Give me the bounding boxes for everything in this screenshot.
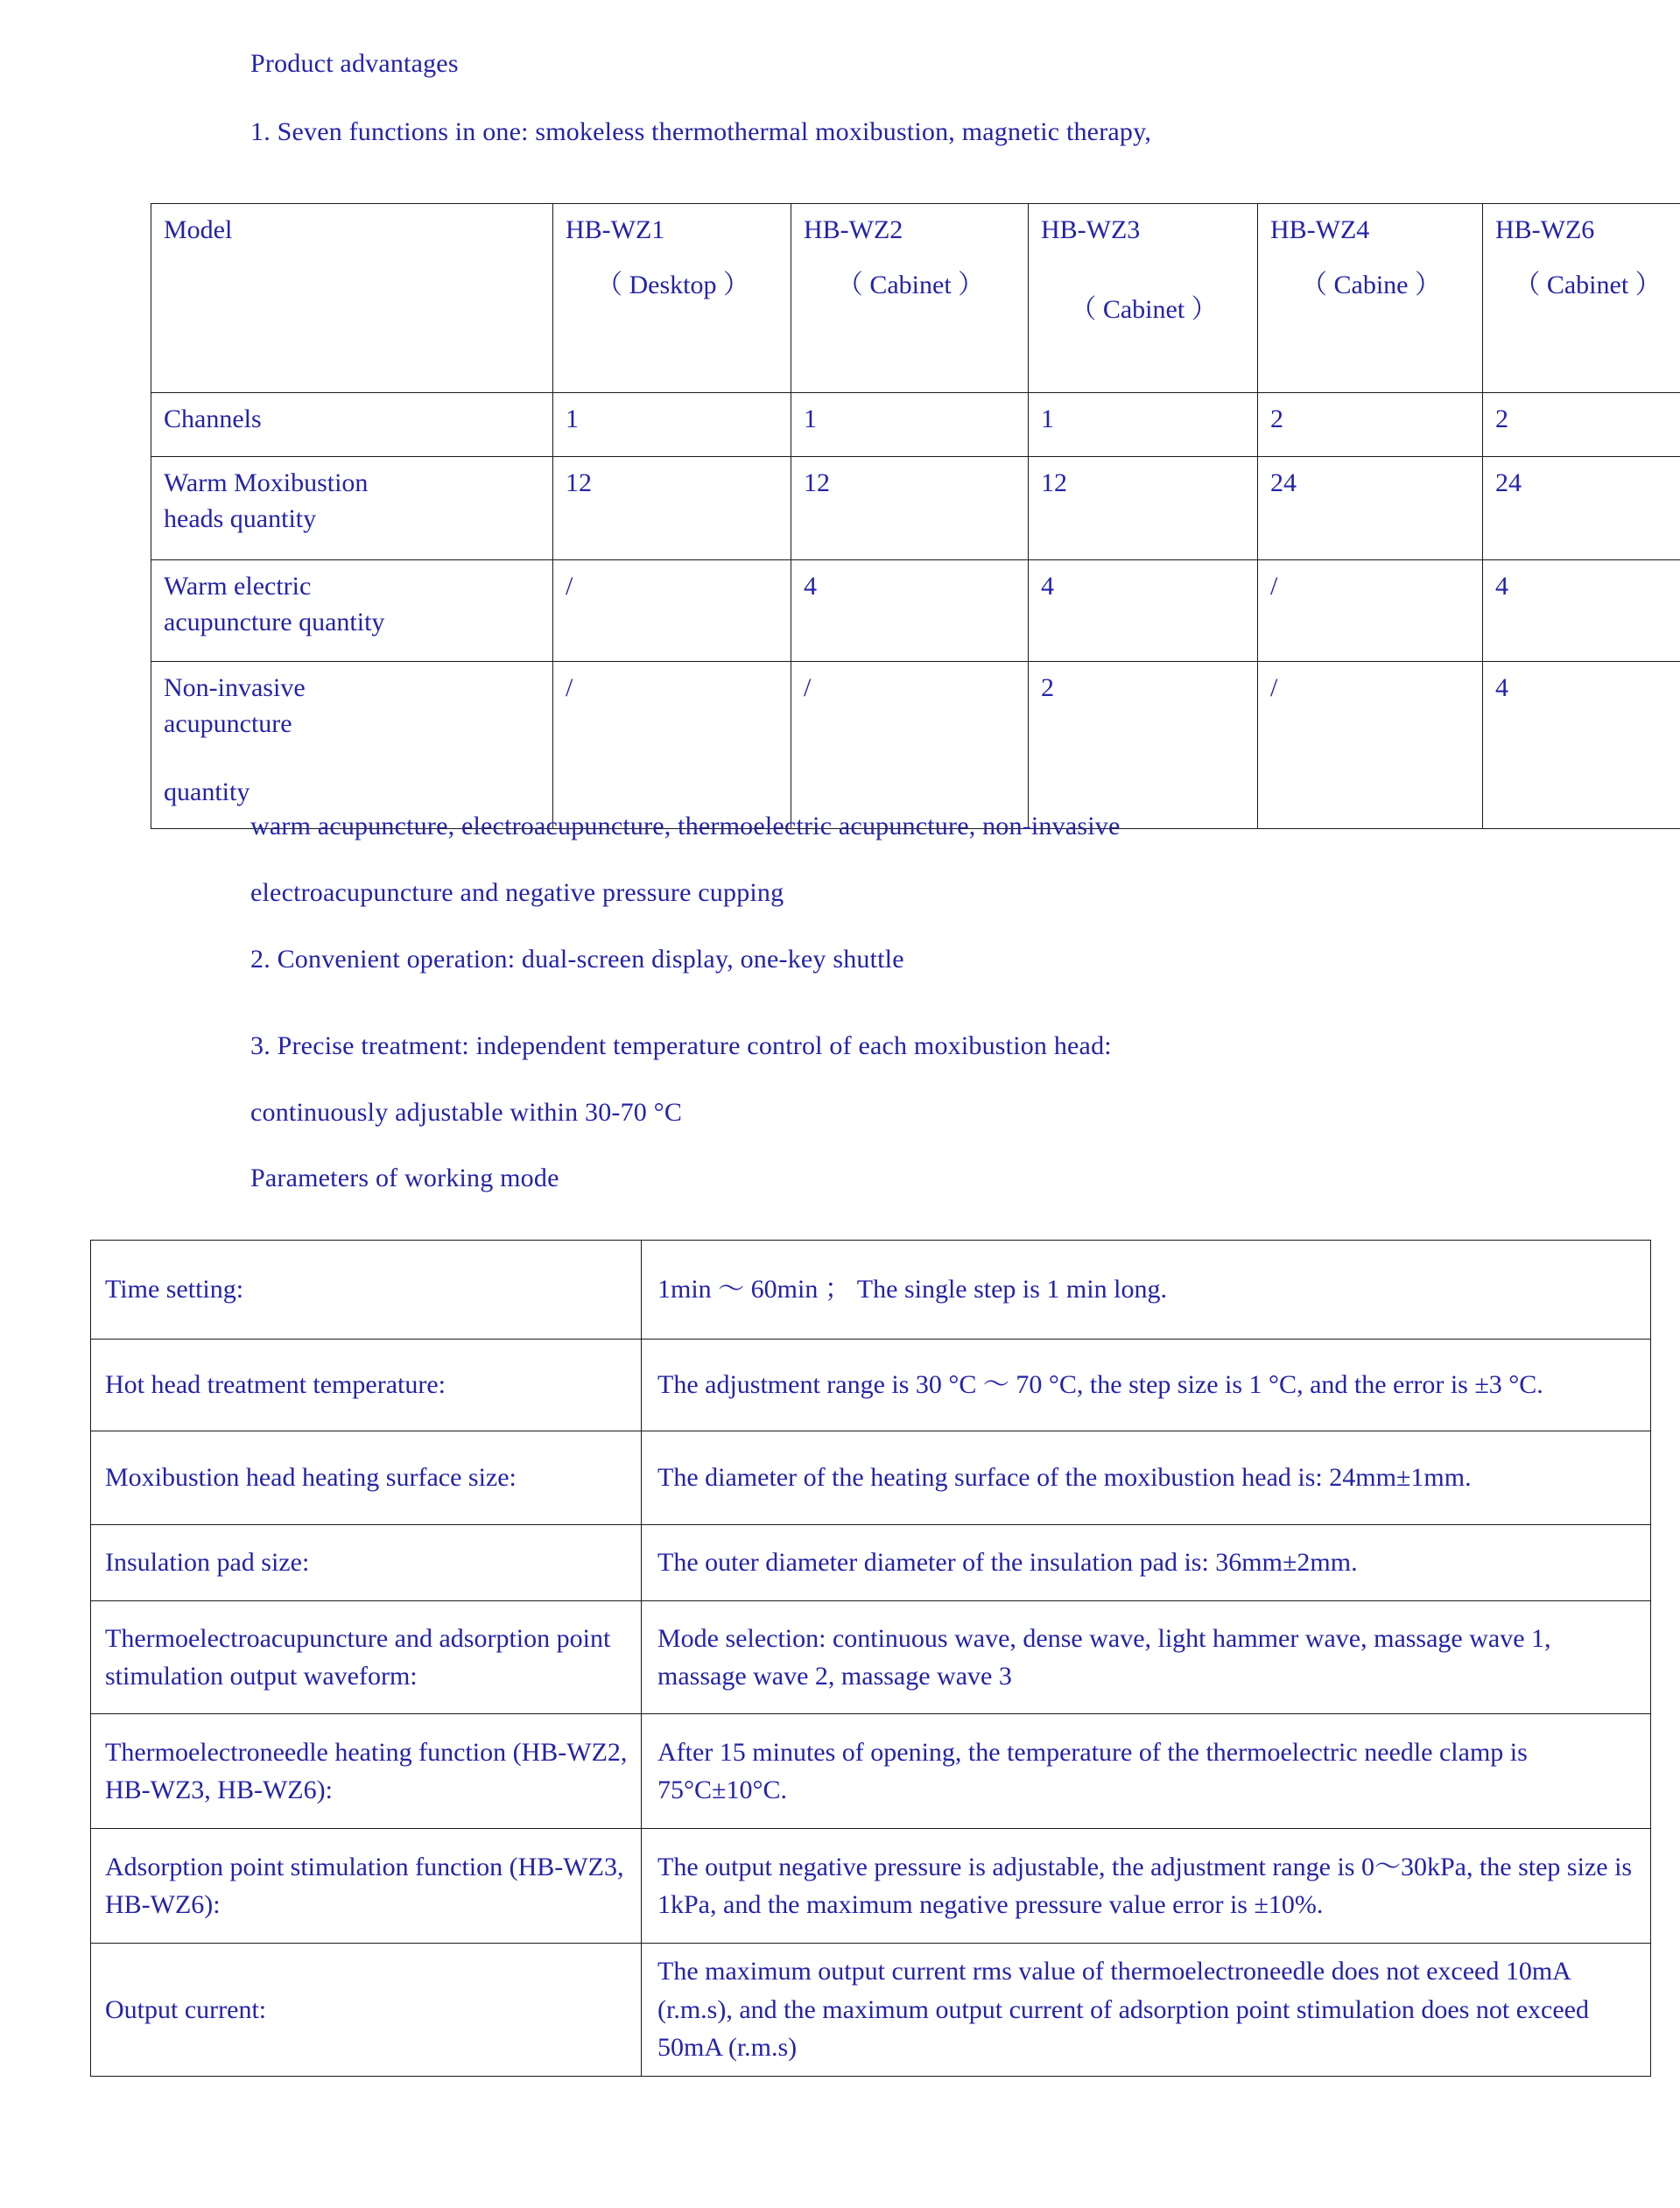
- table-row: [91, 1431, 1651, 1525]
- cell-warmel-wz6: 4: [1483, 560, 1680, 662]
- cell-noninv-wz1: /: [553, 662, 791, 829]
- cell-channels-wz3: 1: [1029, 393, 1258, 457]
- row-label-line1: Warm electric: [164, 572, 312, 601]
- advantage-point-2: 2. Convenient operation: dual-screen display, one-key shuttle: [250, 945, 904, 974]
- param-value-line: The diameter of the heating surface of the moxibustion head is:: [657, 1463, 1323, 1493]
- row-label-warm-electric: [151, 560, 553, 662]
- row-label-line2: acupuncture quantity: [164, 607, 385, 636]
- after-table-line-1: warm acupuncture, electroacupuncture, thermoelectric acupuncture, non-invasive: [250, 812, 1121, 840]
- cell-warmmox-wz1: 12: [553, 457, 791, 560]
- cell-channels-wz6: 2: [1483, 393, 1680, 457]
- advantage-point-3-line-2: continuously adjustable within 30-70 °C: [250, 1098, 683, 1127]
- table-row: [91, 1714, 1651, 1829]
- param-label-heating-surface-size: [91, 1431, 642, 1525]
- cell-channels-wz2: 1: [791, 393, 1029, 457]
- param-value-line: massage wave 1, massage wave 2, massage wave 3: [657, 1623, 1551, 1691]
- param-label-text: Moxibustion head heating surface size:: [105, 1463, 517, 1493]
- header-cell-model: [151, 204, 553, 393]
- param-label-hot-head-temperature: Hot head treatment temperature:: [91, 1340, 642, 1431]
- model-name-wz2: HB-WZ2: [804, 215, 903, 244]
- param-value-line: 1min ～ 60min ； The single step is 1 min long.: [657, 1275, 1167, 1304]
- page-title: Product advantages: [250, 49, 459, 78]
- params-section-heading: Parameters of working mode: [250, 1164, 559, 1192]
- param-label-text: Thermoelectroneedle heating function (HB-WZ2, HB-WZ3, HB-WZ6):: [105, 1737, 628, 1804]
- param-value-line: value error is ±10%.: [1108, 1890, 1324, 1919]
- param-value-line: needle clamp is 75°C±10°C.: [657, 1737, 1528, 1804]
- header-cell-wz1: [553, 204, 791, 393]
- models-comparison-table: [151, 203, 1680, 829]
- param-value-needle-heating-function: [642, 1714, 1651, 1829]
- param-value-line: The output negative pressure is adjustable, the adjustment range is: [657, 1852, 1355, 1881]
- cell-warmmox-wz3: 12: [1029, 457, 1258, 560]
- param-label-text: Adsorption point stimulation function (HB-WZ3, HB-WZ6):: [105, 1852, 624, 1919]
- param-value-insulation-pad-size: [642, 1525, 1651, 1601]
- param-value-output-waveform: [642, 1601, 1651, 1714]
- header-cell-wz4: [1258, 204, 1483, 393]
- header-cell-wz2: [791, 204, 1029, 393]
- param-value-line: The maximum output current rms value of thermoelectroneedle does: [657, 1957, 1380, 1986]
- table-row: [151, 662, 1680, 829]
- row-label-line1: Channels: [164, 404, 262, 433]
- row-label-warm-moxibustion: [151, 457, 553, 560]
- param-label-adsorption-stimulation-function: [91, 1829, 642, 1944]
- table-row: [91, 1829, 1651, 1944]
- row-label-line1: Warm Moxibustion: [164, 468, 369, 497]
- intro-paragraph: 1. Seven functions in one: smokeless thermothermal moxibustion, magnetic therapy,: [250, 117, 1152, 146]
- param-value-line: error is ±3 °C.: [1393, 1370, 1543, 1400]
- table-row: [151, 457, 1680, 560]
- cell-warmel-wz1: /: [553, 560, 791, 662]
- table-row: [91, 1340, 1651, 1431]
- header-cell-wz6: [1483, 204, 1680, 393]
- param-value-line: The outer diameter diameter of the insulation pad is: 36mm±2mm.: [657, 1548, 1358, 1578]
- row-label-non-invasive: [151, 662, 553, 829]
- param-value-line: After 15 minutes of opening, the temperature of the thermoelectric: [657, 1737, 1358, 1767]
- cell-warmmox-wz6: 24: [1483, 457, 1680, 560]
- param-value-line: Mode selection: continuous wave, dense wave, light hammer wave,: [657, 1623, 1367, 1653]
- param-label-insulation-pad-size: Insulation pad size:: [91, 1525, 642, 1601]
- model-name-wz1: HB-WZ1: [566, 215, 665, 244]
- param-label-text: Thermoelectroacupuncture and adsorption point stimulation output waveform:: [105, 1623, 611, 1691]
- model-type-wz1: （ Desktop ）: [596, 270, 749, 299]
- param-value-output-current: [642, 1944, 1651, 2077]
- cell-warmmox-wz4: 24: [1258, 457, 1483, 560]
- cell-warmel-wz4: /: [1258, 560, 1483, 662]
- model-type-wz4: （ Cabine ）: [1301, 270, 1441, 299]
- row-label-channels: [151, 393, 553, 457]
- param-label-output-waveform: [91, 1601, 642, 1714]
- cell-warmmox-wz2: 12: [791, 457, 1029, 560]
- model-name-wz4: HB-WZ4: [1270, 215, 1370, 244]
- table-header-row: [151, 204, 1680, 393]
- model-type-wz2: （ Cabinet ）: [836, 270, 985, 299]
- table-row: [151, 393, 1680, 457]
- model-type-wz3: （ Cabinet ）: [1070, 294, 1218, 324]
- header-label-model: Model: [164, 215, 233, 244]
- param-label-output-current: Output current:: [91, 1944, 642, 2077]
- header-cell-wz3: [1029, 204, 1258, 393]
- cell-noninv-wz2: /: [791, 662, 1029, 829]
- cell-noninv-wz4: /: [1258, 662, 1483, 829]
- table-row: [91, 1241, 1651, 1340]
- after-table-line-2: electroacupuncture and negative pressure cupping: [250, 878, 784, 907]
- cell-warmel-wz2: 4: [791, 560, 1029, 662]
- table-row: [91, 1601, 1651, 1714]
- cell-channels-wz4: 2: [1258, 393, 1483, 457]
- cell-channels-wz1: 1: [553, 393, 791, 457]
- param-value-line: not exceed 10mA (r.m.s), and the maximum output current of: [657, 1957, 1571, 2024]
- cell-warmel-wz3: 4: [1029, 560, 1258, 662]
- table-row: [91, 1944, 1651, 2077]
- row-label-line1: Non-invasive: [164, 673, 306, 702]
- advantage-point-3-line-1: 3. Precise treatment: independent temperature control of each moxibustion head:: [250, 1031, 1112, 1060]
- param-label-time-setting: Time setting:: [91, 1241, 642, 1340]
- row-label-line2: acupuncture: [164, 708, 292, 738]
- param-value-hot-head-temperature: [642, 1340, 1651, 1431]
- param-value-line: The adjustment range is 30 °C ～ 70 °C, the step size is 1 °C, and the: [657, 1370, 1387, 1400]
- model-name-wz3: HB-WZ3: [1041, 215, 1141, 244]
- row-label-line2: heads quantity: [164, 503, 317, 533]
- param-value-adsorption-stimulation-function: [642, 1829, 1651, 1944]
- param-value-time-setting: [642, 1241, 1651, 1340]
- working-mode-parameters-table: [90, 1240, 1651, 2077]
- model-type-wz6: （ Cabinet ）: [1514, 270, 1662, 299]
- table-row: [91, 1525, 1651, 1601]
- table-row: [151, 560, 1680, 662]
- param-value-line: 0～30kPa, the step size is 1kPa, and the maximum negative pressure: [657, 1852, 1633, 1919]
- model-name-wz6: HB-WZ6: [1495, 215, 1595, 244]
- cell-noninv-wz6: 4: [1483, 662, 1680, 829]
- row-label-line3: quantity: [164, 777, 250, 806]
- row-label-spacer: [164, 742, 542, 775]
- param-label-needle-heating-function: [91, 1714, 642, 1829]
- param-value-line: 24mm±1mm.: [1329, 1463, 1472, 1493]
- param-value-heating-surface-size: [642, 1431, 1651, 1525]
- cell-noninv-wz3: 2: [1029, 662, 1258, 829]
- param-value-line: adsorption point stimulation does not exceed 50mA (r.m.s): [657, 1994, 1589, 2062]
